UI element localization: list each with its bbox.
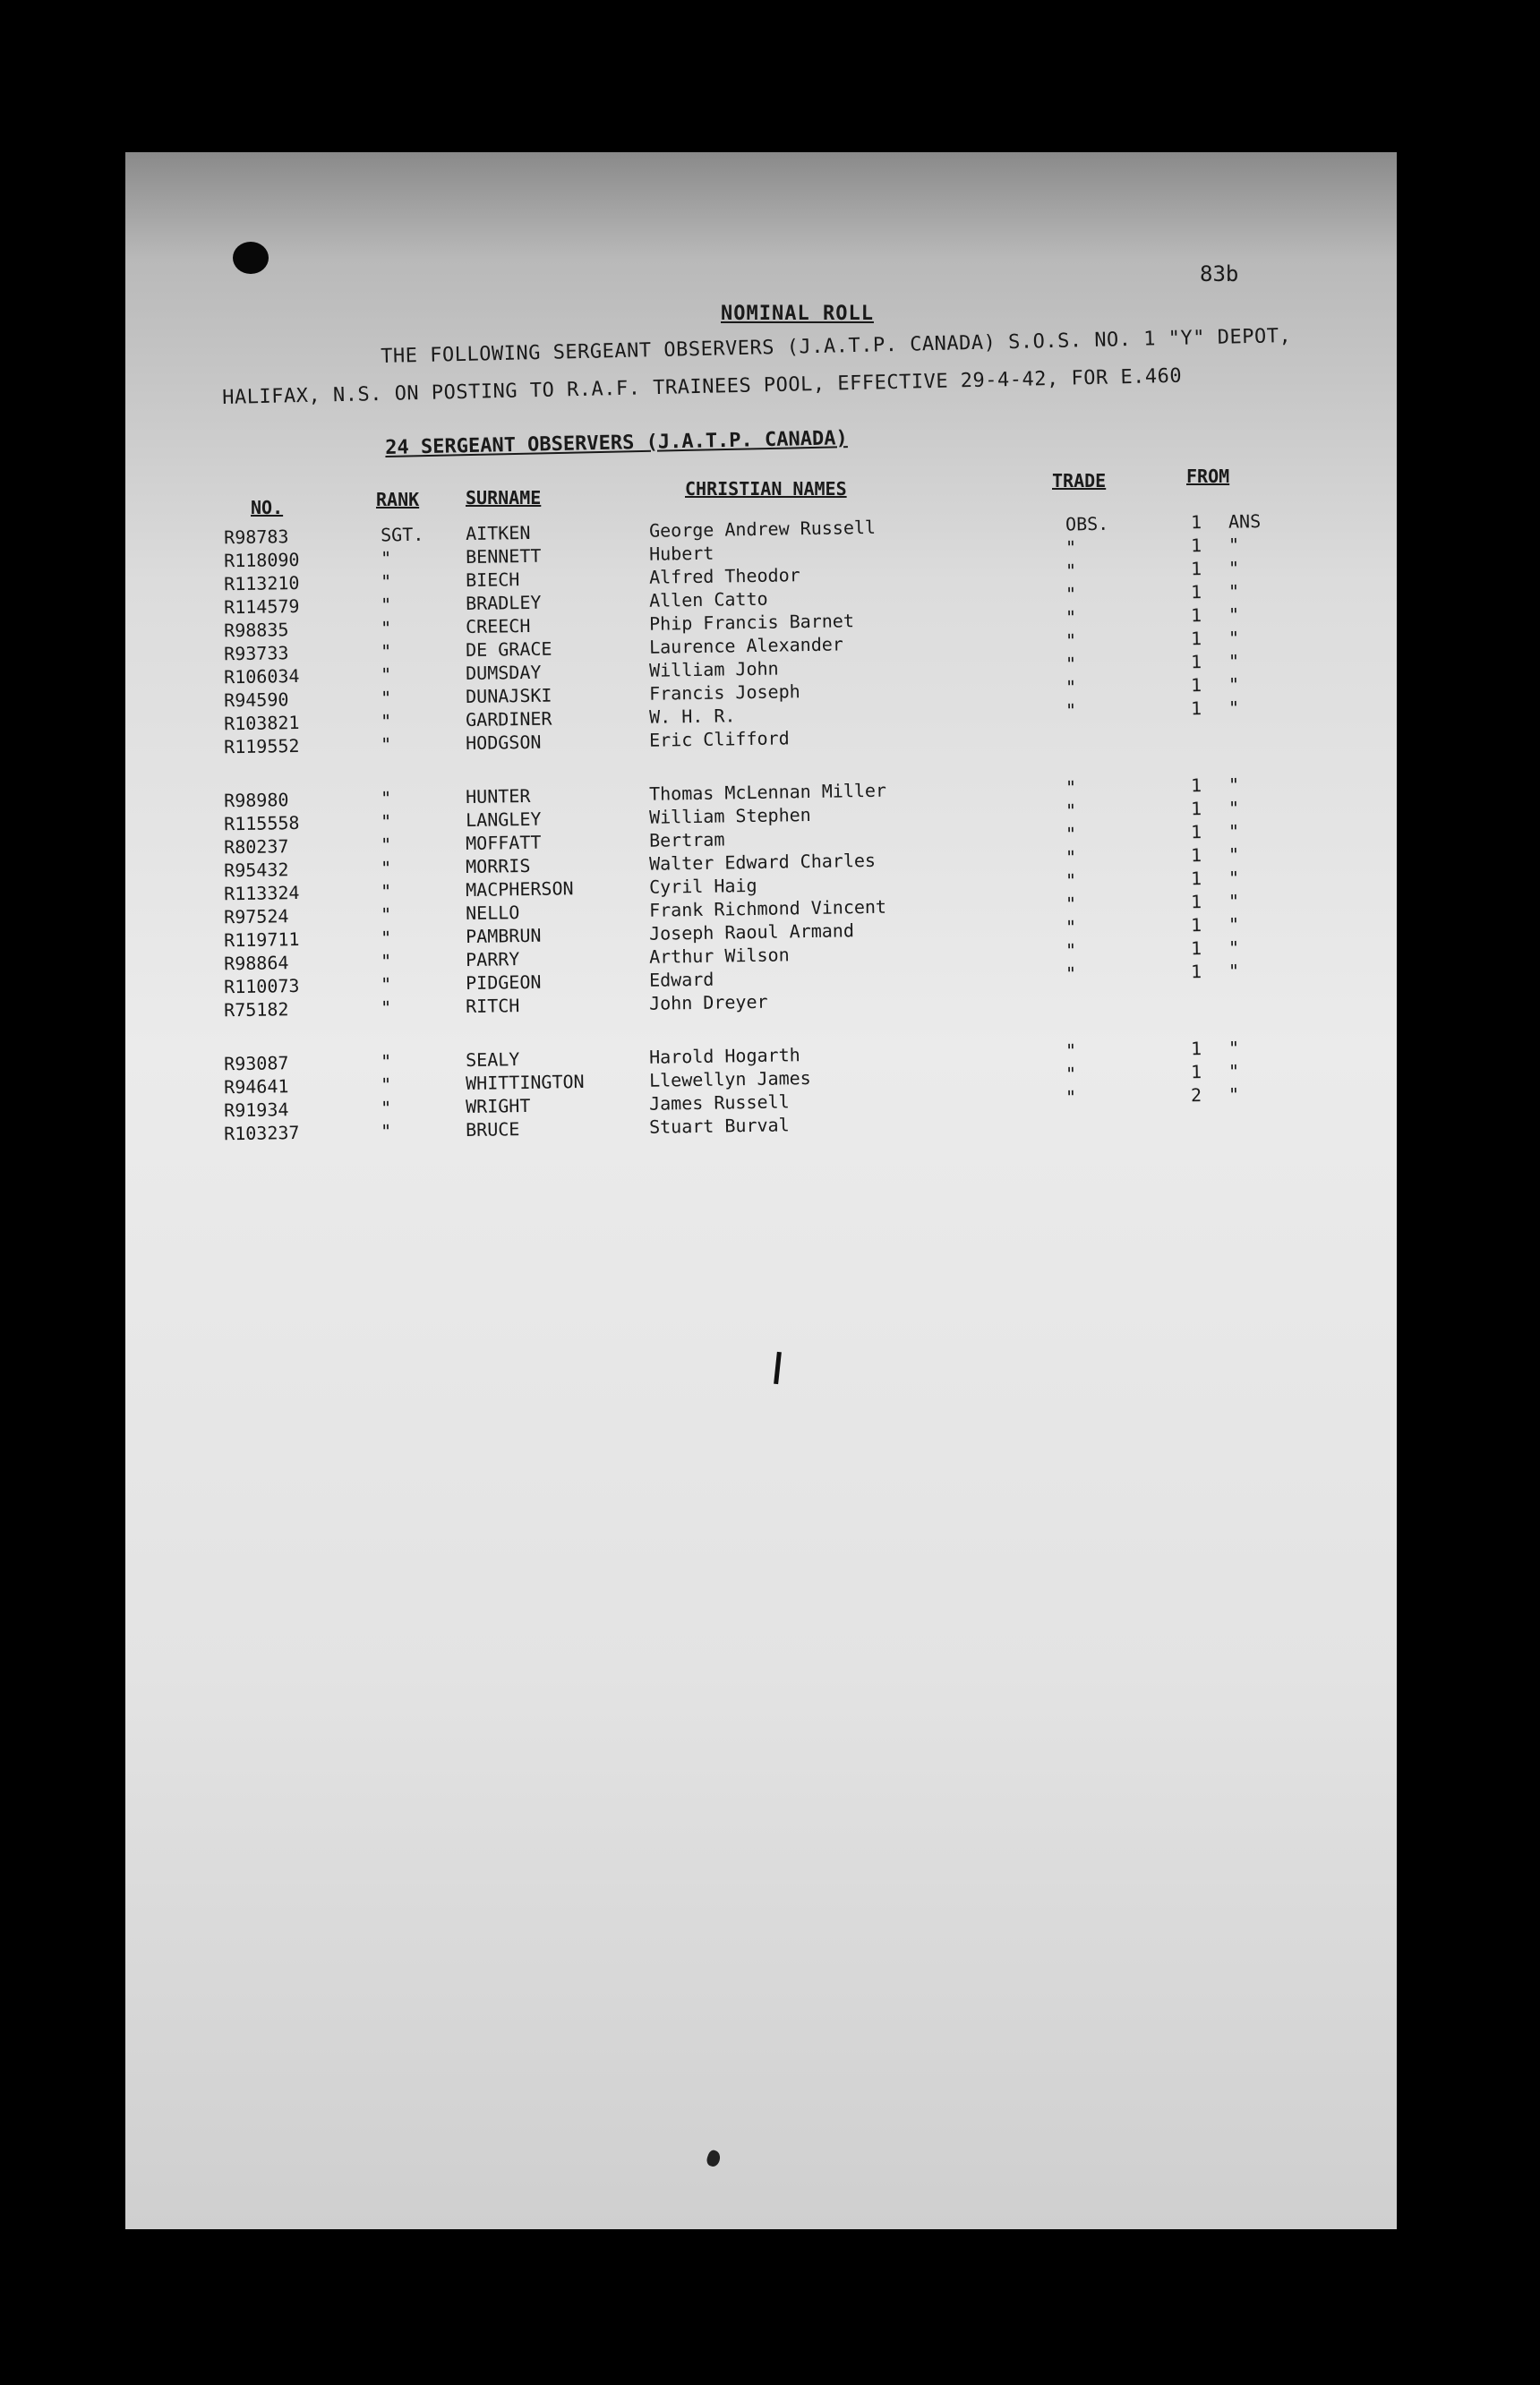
- from-unit-cell: ": [1228, 580, 1240, 603]
- service-number: R110073: [223, 974, 300, 998]
- rank-cell: SGT.: [380, 523, 424, 546]
- intro-line-1: THE FOLLOWING SERGEANT OBSERVERS (J.A.T.P. CANADA) S.O.S. NO. 1 "Y" DEPOT,: [381, 324, 1292, 368]
- from-unit-cell: ": [1228, 627, 1240, 649]
- christian-names-cell: Stuart Burval: [648, 1114, 790, 1138]
- surname-cell: MORRIS: [465, 854, 531, 878]
- trade-cell: ": [1065, 1063, 1077, 1085]
- rank-cell: ": [380, 640, 392, 662]
- rank-cell: ": [380, 1097, 392, 1119]
- header-from: FROM: [1186, 466, 1230, 487]
- rank-cell: ": [380, 996, 392, 1019]
- trade-cell: ": [1065, 776, 1077, 799]
- christian-names-cell: W. H. R.: [648, 705, 736, 728]
- from-unit-cell: ": [1228, 890, 1240, 912]
- rank-cell: ": [380, 710, 392, 732]
- surname-cell: BENNETT: [465, 544, 542, 568]
- service-number: R119552: [223, 734, 300, 758]
- surname-cell: HODGSON: [465, 731, 542, 755]
- service-number: R98783: [223, 526, 289, 549]
- christian-names-cell: Bertram: [648, 828, 725, 851]
- from-unit-cell: ": [1228, 843, 1240, 866]
- rank-cell: ": [380, 880, 392, 902]
- surname-cell: BIECH: [465, 568, 520, 592]
- christian-names-cell: Edward: [648, 968, 714, 991]
- from-unit-cell: ": [1228, 1083, 1240, 1106]
- surname-cell: DUNAJSKI: [465, 684, 552, 708]
- rank-cell: ": [380, 927, 392, 949]
- surname-cell: MACPHERSON: [465, 877, 574, 902]
- from-unit-cell: ": [1228, 650, 1240, 672]
- from-cell: 1: [1190, 844, 1202, 867]
- surname-cell: BRADLEY: [465, 591, 542, 615]
- christian-names-cell: William Stephen: [648, 803, 811, 828]
- surname-cell: DE GRACE: [465, 637, 552, 662]
- document-page: [125, 152, 1397, 2229]
- service-number: R94590: [223, 688, 289, 712]
- service-number: R95432: [223, 859, 289, 882]
- header-christian-names: CHRISTIAN NAMES: [685, 478, 847, 500]
- rank-cell: ": [380, 973, 392, 996]
- trade-cell: ": [1065, 699, 1077, 722]
- from-unit-cell: ": [1228, 603, 1240, 626]
- trade-cell: ": [1065, 939, 1077, 962]
- trade-cell: ": [1065, 962, 1077, 985]
- christian-names-cell: Arthur Wilson: [648, 944, 790, 968]
- from-cell: 1: [1190, 1061, 1202, 1083]
- from-cell: 1: [1190, 511, 1202, 534]
- rank-cell: ": [380, 733, 392, 756]
- christian-names-cell: William John: [648, 657, 779, 681]
- trade-cell: ": [1065, 583, 1077, 605]
- trade-cell: ": [1065, 869, 1077, 892]
- christian-names-cell: George Andrew Russell: [648, 516, 877, 542]
- service-number: R75182: [223, 998, 289, 1022]
- service-number: R113210: [223, 571, 300, 595]
- rank-cell: ": [380, 857, 392, 879]
- trade-cell: ": [1065, 799, 1077, 822]
- from-cell: 1: [1190, 891, 1202, 913]
- from-unit-cell: ": [1228, 960, 1240, 982]
- from-cell: 1: [1190, 581, 1202, 603]
- christian-names-cell: Alfred Theodor: [648, 564, 800, 588]
- rank-cell: ": [380, 903, 392, 926]
- from-cell: 1: [1190, 914, 1202, 936]
- service-number: R103237: [223, 1121, 300, 1145]
- from-unit-cell: ": [1228, 673, 1240, 696]
- service-number: R113324: [223, 881, 300, 905]
- surname-cell: CREECH: [465, 614, 531, 638]
- intro-line-2: HALIFAX, N.S. ON POSTING TO R.A.F. TRAINEES POOL, EFFECTIVE 29-4-42, FOR E.460: [222, 364, 1183, 409]
- from-unit-cell: ": [1228, 913, 1240, 936]
- from-cell: 1: [1190, 774, 1202, 797]
- trade-cell: OBS.: [1065, 512, 1109, 535]
- from-unit-cell: ": [1228, 697, 1240, 719]
- christian-names-cell: John Dreyer: [648, 990, 768, 1014]
- service-number: R114579: [223, 594, 300, 619]
- surname-cell: WHITTINGTON: [465, 1070, 585, 1095]
- surname-cell: LANGLEY: [465, 808, 542, 832]
- rank-cell: ": [380, 787, 392, 809]
- from-cell: 1: [1190, 651, 1202, 673]
- header-trade: TRADE: [1052, 470, 1107, 492]
- rank-cell: ": [380, 810, 392, 833]
- trade-cell: ": [1065, 846, 1077, 868]
- rank-cell: ": [380, 663, 392, 686]
- service-number: R80237: [223, 835, 289, 859]
- christian-names-cell: Allen Catto: [648, 587, 768, 611]
- surname-cell: RITCH: [465, 995, 520, 1018]
- rank-cell: ": [380, 547, 392, 569]
- christian-names-cell: Llewellyn James: [648, 1066, 811, 1091]
- christian-names-cell: Frank Richmond Vincent: [648, 895, 887, 921]
- from-cell: 1: [1190, 628, 1202, 650]
- rank-cell: ": [380, 617, 392, 639]
- trade-cell: ": [1065, 823, 1077, 845]
- christian-names-cell: Joseph Raoul Armand: [648, 919, 855, 945]
- from-cell: 1: [1190, 961, 1202, 983]
- header-rank: RANK: [376, 489, 420, 510]
- from-unit-cell: ": [1228, 797, 1240, 819]
- trade-cell: ": [1065, 536, 1077, 559]
- service-number: R118090: [223, 548, 300, 572]
- from-cell: 1: [1190, 604, 1202, 627]
- from-cell: 1: [1190, 868, 1202, 890]
- trade-cell: ": [1065, 893, 1077, 915]
- surname-cell: SEALY: [465, 1048, 520, 1072]
- service-number: R97524: [223, 905, 289, 928]
- trade-cell: ": [1065, 676, 1077, 698]
- document-title: NOMINAL ROLL: [721, 303, 874, 325]
- service-number: R98980: [223, 789, 289, 812]
- surname-cell: PAMBRUN: [465, 924, 542, 948]
- from-unit-cell: ": [1228, 1037, 1240, 1059]
- rank-cell: ": [380, 950, 392, 972]
- service-number: R98864: [223, 952, 289, 975]
- from-cell: 1: [1190, 558, 1202, 580]
- christian-names-cell: Francis Joseph: [648, 680, 800, 705]
- rank-cell: ": [380, 1120, 392, 1142]
- rank-cell: ": [380, 594, 392, 616]
- christian-names-cell: Thomas McLennan Miller: [648, 779, 887, 805]
- from-unit-cell: ": [1228, 820, 1240, 842]
- service-number: R103821: [223, 711, 300, 735]
- page-number: 83b: [1200, 261, 1239, 286]
- from-unit-cell: ": [1228, 936, 1240, 959]
- from-unit-cell: ": [1228, 534, 1240, 556]
- from-unit-cell: ": [1228, 867, 1240, 889]
- rank-cell: ": [380, 687, 392, 709]
- service-number: R106034: [223, 664, 300, 688]
- count-line: 24 SERGEANT OBSERVERS (J.A.T.P. CANADA): [385, 427, 848, 459]
- christian-names-cell: Phip Francis Barnet: [648, 610, 855, 635]
- surname-cell: PARRY: [465, 948, 520, 971]
- from-cell: 1: [1190, 821, 1202, 843]
- service-number: R94641: [223, 1075, 289, 1098]
- trade-cell: ": [1065, 629, 1077, 652]
- service-number: R119711: [223, 928, 300, 952]
- from-unit-cell: ": [1228, 1060, 1240, 1082]
- from-cell: 1: [1190, 798, 1202, 820]
- surname-cell: BRUCE: [465, 1118, 520, 1141]
- trade-cell: ": [1065, 653, 1077, 675]
- christian-names-cell: James Russell: [648, 1090, 790, 1115]
- service-number: R93087: [223, 1052, 289, 1075]
- christian-names-cell: Cyril Haig: [648, 874, 757, 898]
- surname-cell: MOFFATT: [465, 831, 542, 855]
- surname-cell: NELLO: [465, 902, 520, 925]
- from-unit-cell: ": [1228, 774, 1240, 796]
- surname-cell: DUMSDAY: [465, 661, 542, 685]
- from-cell: 1: [1190, 1038, 1202, 1060]
- header-no: NO.: [251, 497, 284, 518]
- from-cell: 1: [1190, 534, 1202, 557]
- trade-cell: ": [1065, 916, 1077, 938]
- trade-cell: ": [1065, 1086, 1077, 1108]
- rank-cell: ": [380, 1050, 392, 1073]
- rank-cell: ": [380, 1073, 392, 1096]
- surname-cell: HUNTER: [465, 784, 531, 808]
- roll-table: [125, 152, 1397, 2229]
- christian-names-cell: Walter Edward Charles: [648, 849, 877, 875]
- surname-cell: PIDGEON: [465, 970, 542, 995]
- service-number: R91934: [223, 1098, 289, 1122]
- christian-names-cell: Hubert: [648, 542, 714, 565]
- from-cell: 1: [1190, 697, 1202, 720]
- trade-cell: ": [1065, 1039, 1077, 1062]
- service-number: R98835: [223, 619, 289, 642]
- surname-cell: GARDINER: [465, 707, 552, 731]
- from-unit-cell: ": [1228, 557, 1240, 579]
- from-unit-cell: ANS: [1228, 510, 1262, 533]
- service-number: R93733: [223, 642, 289, 665]
- trade-cell: ": [1065, 606, 1077, 628]
- from-cell: 1: [1190, 937, 1202, 960]
- christian-names-cell: Harold Hogarth: [648, 1044, 800, 1068]
- from-cell: 2: [1190, 1084, 1202, 1107]
- header-surname: SURNAME: [466, 487, 542, 509]
- rank-cell: ": [380, 833, 392, 856]
- christian-names-cell: Laurence Alexander: [648, 633, 844, 658]
- from-cell: 1: [1190, 674, 1202, 697]
- trade-cell: ": [1065, 560, 1077, 582]
- rank-cell: ": [380, 570, 392, 593]
- surname-cell: WRIGHT: [465, 1094, 531, 1118]
- surname-cell: AITKEN: [465, 521, 531, 545]
- service-number: R115558: [223, 811, 300, 835]
- christian-names-cell: Eric Clifford: [648, 727, 790, 751]
